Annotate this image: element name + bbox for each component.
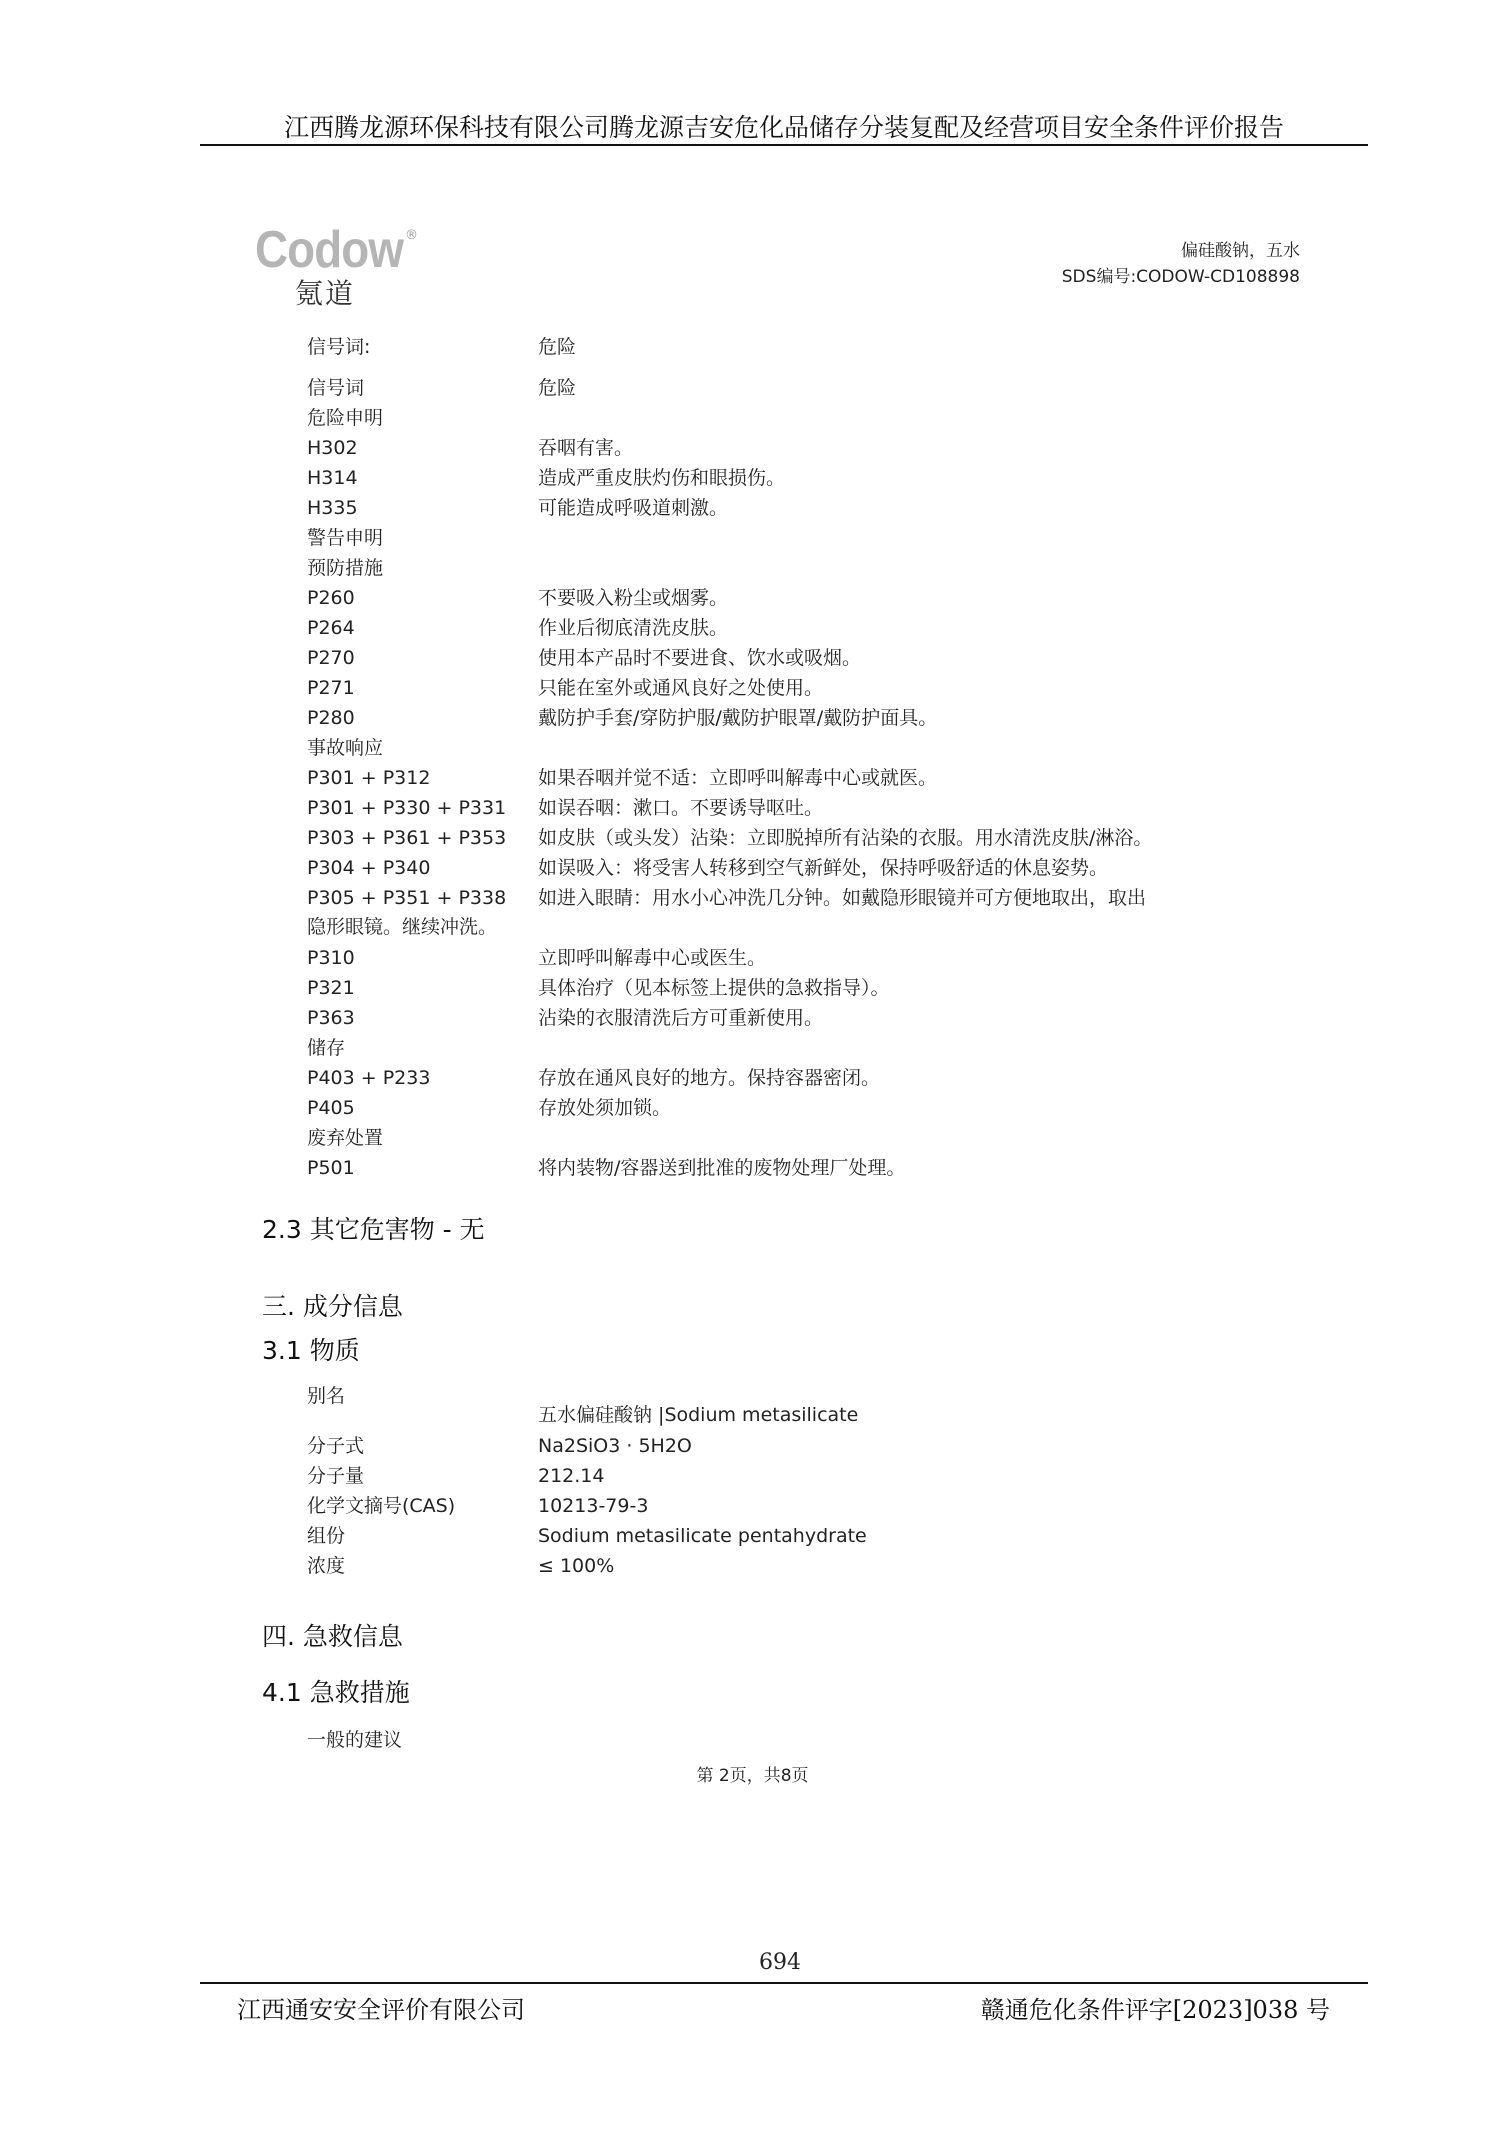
- page-number: 第 2页，共8页: [696, 1766, 809, 1786]
- hazard-code: 危险申明: [307, 407, 384, 429]
- footer-doc-number: 赣通危化条件评字[2023]038 号: [980, 1996, 1330, 2024]
- section-4-1-heading: 4.1 急救措施: [262, 1678, 410, 1707]
- hazard-text: 只能在室外或通风良好之处使用。: [538, 677, 824, 699]
- hazard-code: P270: [307, 647, 355, 669]
- hazard-text: 作业后彻底清洗皮肤。: [538, 617, 729, 639]
- hazard-code: H302: [307, 437, 358, 459]
- hazard-text: 如皮肤（或头发）沾染：立即脱掉所有沾染的衣服。用水清洗皮肤/淋浴。: [538, 827, 1153, 849]
- hazard-code: P301 + P312: [307, 767, 431, 789]
- hazard-code: P260: [307, 587, 355, 609]
- substance-field-value: ≤ 100%: [538, 1555, 615, 1577]
- hazard-code: 信号词:: [307, 336, 371, 358]
- hazard-code: P501: [307, 1157, 355, 1179]
- hazard-code: P363: [307, 1007, 355, 1029]
- substance-field-value: 10213-79-3: [538, 1495, 649, 1517]
- hazard-text: 存放处须加锁。: [538, 1097, 672, 1119]
- hazard-code: P280: [307, 707, 355, 729]
- section-3-heading: 三. 成分信息: [262, 1292, 403, 1321]
- footer-rule: [200, 1982, 1368, 1984]
- substance-field-label: 组份: [307, 1525, 346, 1547]
- hazard-text: 造成严重皮肤灼伤和眼损伤。: [538, 467, 786, 489]
- hazard-code: P301 + P330 + P331: [307, 797, 507, 819]
- substance-field-value: Sodium metasilicate pentahydrate: [538, 1525, 867, 1547]
- hazard-code: 隐形眼镜。继续冲洗。: [307, 916, 498, 938]
- hazard-text: 危险: [538, 336, 577, 358]
- hazard-code: P305 + P351 + P338: [307, 887, 507, 909]
- alias-label: 别名: [307, 1385, 346, 1407]
- hazard-text: 具体治疗（见本标签上提供的急救指导）。: [538, 977, 890, 999]
- hazard-code: 废弃处置: [307, 1127, 384, 1149]
- hazard-text: 如进入眼睛：用水小心冲洗几分钟。如戴隐形眼镜并可方便地取出，取出: [538, 887, 1147, 909]
- hazard-text: 存放在通风良好的地方。保持容器密闭。: [538, 1067, 881, 1089]
- hazard-text: 如误吸入：将受害人转移到空气新鲜处，保持呼吸舒适的休息姿势。: [538, 857, 1109, 879]
- hazard-text: 沾染的衣服清洗后方可重新使用。: [538, 1007, 824, 1029]
- hazard-text: 可能造成呼吸道刺激。: [538, 497, 729, 519]
- hazard-code: 事故响应: [307, 737, 384, 759]
- substance-field-label: 分子量: [307, 1465, 365, 1487]
- hazard-code: P304 + P340: [307, 857, 431, 879]
- hazard-code: 预防措施: [307, 557, 384, 579]
- hazard-code: P405: [307, 1097, 355, 1119]
- hazard-text: 不要吸入粉尘或烟雾。: [538, 587, 729, 609]
- substance-field-value: Na2SiO3 · 5H2O: [538, 1435, 692, 1457]
- hazard-text: 吞咽有害。: [538, 437, 634, 459]
- logo-chinese-text: 氪道: [295, 277, 356, 310]
- alias-value: 五水偏硅酸钠 |Sodium metasilicate: [538, 1404, 859, 1426]
- hazard-code: P264: [307, 617, 355, 639]
- section-2-3-heading: 2.3 其它危害物 - 无: [262, 1215, 485, 1244]
- hazard-code: H314: [307, 467, 358, 489]
- section-4-heading: 四. 急救信息: [262, 1622, 403, 1651]
- hazard-code: P303 + P361 + P353: [307, 827, 507, 849]
- hazard-text: 戴防护手套/穿防护服/戴防护眼罩/戴防护面具。: [538, 707, 938, 729]
- section-3-1-heading: 3.1 物质: [262, 1336, 360, 1365]
- product-name: 偏硅酸钠，五水: [1181, 241, 1300, 261]
- footer-company: 江西通安安全评价有限公司: [237, 1996, 525, 2024]
- hazard-code: P271: [307, 677, 355, 699]
- hazard-text: 使用本产品时不要进食、饮水或吸烟。: [538, 647, 862, 669]
- hazard-text: 如果吞咽并觉不适：立即呼叫解毒中心或就医。: [538, 767, 938, 789]
- hazard-text: 危险: [538, 377, 577, 399]
- report-page-number: 694: [759, 1950, 801, 1975]
- hazard-code: 警告申明: [307, 527, 384, 549]
- substance-field-value: 212.14: [538, 1465, 605, 1487]
- hazard-code: H335: [307, 497, 358, 519]
- hazard-code: 信号词: [307, 377, 365, 399]
- logo-latin-text: Codow: [255, 221, 404, 279]
- header-rule: [200, 144, 1368, 146]
- general-advice-label: 一般的建议: [307, 1729, 403, 1751]
- hazard-code: P403 + P233: [307, 1067, 431, 1089]
- hazard-code: P321: [307, 977, 355, 999]
- hazard-code: 储存: [307, 1037, 346, 1059]
- hazard-code: P310: [307, 947, 355, 969]
- hazard-text: 将内装物/容器送到批准的废物处理厂处理。: [538, 1157, 906, 1179]
- codow-logo: [255, 221, 425, 310]
- hazard-text: 立即呼叫解毒中心或医生。: [538, 947, 767, 969]
- substance-field-label: 化学文摘号(CAS): [307, 1495, 456, 1517]
- sds-header: [1062, 238, 1300, 290]
- substance-field-label: 浓度: [307, 1555, 346, 1577]
- logo-registered-mark: ®: [405, 228, 418, 243]
- substance-field-label: 分子式: [307, 1435, 365, 1457]
- page-header-title: 江西腾龙源环保科技有限公司腾龙源吉安危化品储存分装复配及经营项目安全条件评价报告: [283, 113, 1284, 142]
- sds-number: SDS编号:CODOW-CD108898: [1061, 267, 1300, 287]
- hazard-text: 如误吞咽：漱口。不要诱导呕吐。: [538, 797, 824, 819]
